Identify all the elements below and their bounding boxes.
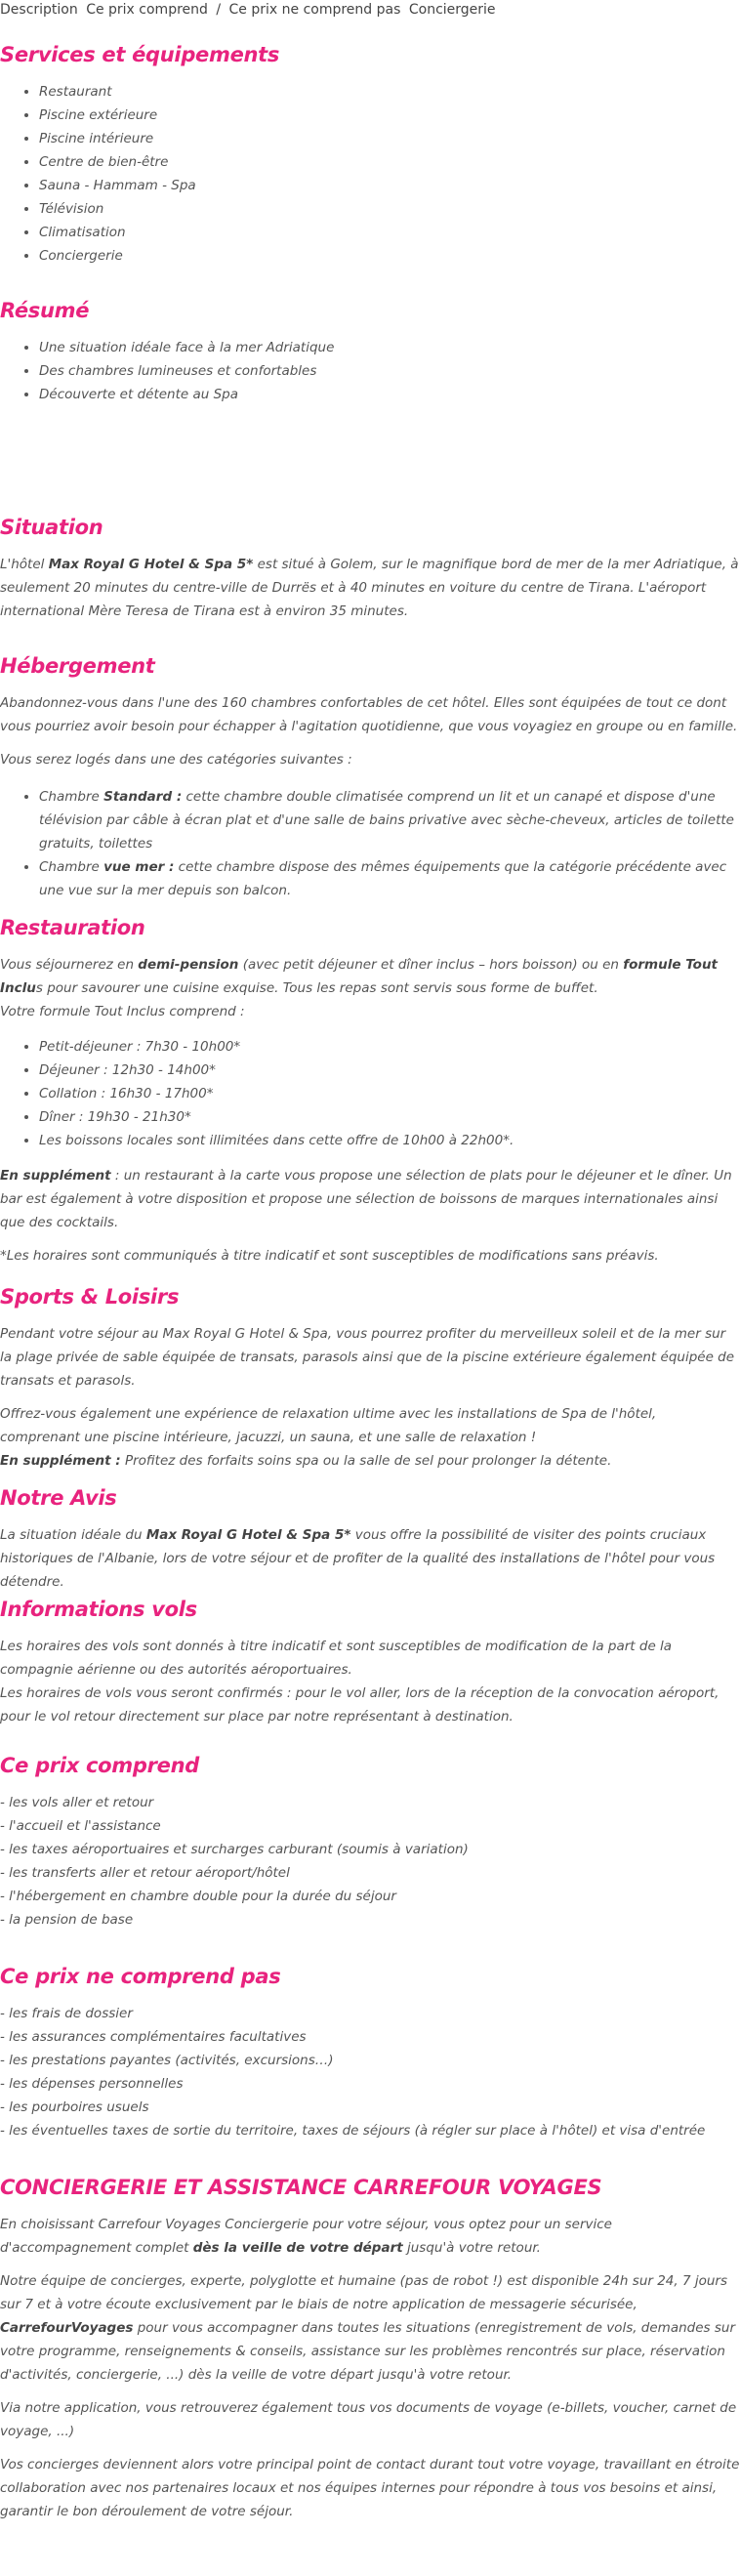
list-item: • Dîner : 19h30 - 21h30* [39,1105,740,1129]
avis-text: La situation idéale du Max Royal G Hotel & Spa 5* vous offre la possibilité de visiter des points cruciaux historiques de l'Albanie, lors de votre séjour et de profiter de la qualité des installations de l'hôtel pour vous détendre. [0,1527,716,1590]
avis-section [0,1484,740,1594]
list-item: • Piscine extérieure [39,104,740,127]
list-item: • Télévision [39,197,740,221]
list-item: • Découverte et détente au Spa [39,383,740,406]
conciergerie-p2: Notre équipe de concierges, experte, polyglotte et humaine (pas de robot !) est disponible 24h sur 24, 7 jours sur 7 et à votre écoute exclusivement par le biais de notre application de messagerie sécurisée, CarrefourVoyages pour vous accompagner dans toutes les situations (enregistrement de vols, demandes sur votre programme, renseignements & conseils, assistance sur les problèmes rencontrés sur place, réservation d'activités, conciergerie, ...) dès la veille de votre départ jusqu'à votre retour. [0,2273,735,2383]
list-item: • Collation : 16h30 - 17h00* [39,1082,740,1105]
situation-section [0,514,740,623]
list-item: - l'hébergement en chambre double pour la durée du séjour [0,1889,396,1904]
conciergerie-p3: Via notre application, vous retrouverez également tous vos documents de voyage (e-billets, voucher, carnet de voyage, ...) [0,2400,737,2439]
room-list [0,785,740,902]
list-item: • Climatisation [39,221,740,244]
list-item: • Chambre Standard : cette chambre double climatisée comprend un lit et un canapé et dispose d'une télévision par câble à écran plat et d'une salle de bains privative avec sèche-cheveux, articles de toilette gratuits, toilettes [39,785,740,855]
hotel-name: Max Royal G Hotel & Spa 5* [145,1527,351,1543]
list-item: - les vols aller et retour [0,1795,154,1810]
conciergerie-p4: Vos concierges deviennent alors votre principal point de contact durant tout votre voyage, travaillant en étroite collaboration avec nos partenaires locaux et nos équipes internes pour répondre à tous vos besoins et ainsi, garantir le bon déroulement de votre séjour. [0,2457,740,2519]
ne-comprend-title: Ce prix ne comprend pas [0,1965,281,1988]
comprend-title: Ce prix comprend [0,1754,199,1777]
list-item: • Les boissons locales sont illimitées dans cette offre de 10h00 à 22h00*. [39,1129,740,1152]
list-item: • Centre de bien-être [39,150,740,174]
hebergement-p2: Vous serez logés dans une des catégories suivantes : [0,752,352,768]
comprend-list [0,1791,740,1932]
list-item: - les éventuelles taxes de sortie du territoire, taxes de séjours (à régler sur place à l'hôtel) et visa d'entrée [0,2123,706,2139]
hebergement-title: Hébergement [0,654,155,678]
resume-title: Résumé [0,299,90,322]
list-item: • Piscine intérieure [39,127,740,150]
avis-title: Notre Avis [0,1486,117,1510]
restauration-section [0,914,740,1267]
restauration-supplement: En supplément : un restaurant à la carte vous propose une sélection de plats pour le déjeuner et le dîner. Un bar est également à votre disposition et propose une sélection de boissons de marques internationales ainsi que des cocktails. [0,1168,732,1230]
list-item: - la pension de base [0,1912,134,1928]
list-item: • Conciergerie [39,244,740,268]
hebergement-p1: Abandonnez-vous dans l'une des 160 chambres confortables de cet hôtel. Elles sont équipées de tout ce dont vous pourriez avoir besoin pour échapper à l'agitation quotidienne, que vous voyagiez en groupe ou en famille. [0,695,738,734]
list-item: • Des chambres lumineuses et confortables [39,359,740,383]
list-item: - les prestations payantes (activités, excursions…) [0,2053,334,2068]
list-item: - les taxes aéroportuaires et surcharges carburant (soumis à variation) [0,1842,469,1857]
services-list [0,80,740,268]
sports-section [0,1283,740,1473]
services-title: Services et équipements [0,43,280,66]
vols-text: Les horaires des vols sont donnés à titre indicatif et sont susceptibles de modification de la part de la compagnie aérienne ou des autorités aéroportuaires. Les horaires de vols vous seront confirmés : pour le vol aller, lors de la réception de la convocation aéroport, pour le vol retour directement sur place par notre représentant à destination. [0,1639,719,1724]
restauration-title: Restauration [0,916,145,939]
services-section [0,41,740,268]
restauration-note: *Les horaires sont communiqués à titre indicatif et sont susceptibles de modifications sans préavis. [0,1248,659,1264]
conciergerie-section [0,2174,740,2523]
tab-conciergerie[interactable]: Conciergerie [408,2,496,18]
sports-title: Sports & Loisirs [0,1285,180,1309]
tab-includes[interactable]: Ce prix comprend [86,2,208,18]
vols-title: Informations vols [0,1598,197,1621]
list-item: • Déjeuner : 12h30 - 14h00* [39,1059,740,1082]
conciergerie-title: CONCIERGERIE ET ASSISTANCE CARREFOUR VOYAGES [0,2176,602,2199]
sports-p2: Offrez-vous également une expérience de relaxation ultime avec les installations de Spa de l'hôtel, comprenant une piscine intérieure, jacuzzi, un sauna, et une salle de relaxation ! En supplément : Profitez des forfaits soins spa ou la salle de sel pour prolonger la détente. [0,1406,657,1469]
tab-excludes[interactable]: Ce prix ne comprend pas [228,2,401,18]
ne-comprend-section [0,1963,740,2142]
list-item: - les pourboires usuels [0,2099,149,2115]
resume-list [0,336,740,406]
tab-separator: / [216,2,222,18]
conciergerie-p1: En choisissant Carrefour Voyages Conciergerie pour votre séjour, vous optez pour un service d'accompagnement complet dès la veille de votre départ jusqu'à votre retour. [0,2217,612,2256]
vols-section [0,1596,740,1728]
list-item: - les assurances complémentaires facultatives [0,2029,307,2045]
comprend-section [0,1752,740,1932]
situation-title: Situation [0,516,103,539]
tab-bar [0,0,500,20]
tab-description[interactable]: Description [0,2,78,18]
list-item: • Sauna - Hammam - Spa [39,174,740,197]
sports-p1: Pendant votre séjour au Max Royal G Hotel & Spa, vous pourrez profiter du merveilleux soleil et de la mer sur la plage privée de sable équipée de transats, parasols ainsi que de la piscine extérieure également équipée de transats et parasols. [0,1326,735,1389]
hotel-name: Max Royal G Hotel & Spa 5* [48,557,254,572]
ne-comprend-list [0,2002,740,2142]
list-item: • Une situation idéale face à la mer Adriatique [39,336,740,359]
restauration-p1: Vous séjournerez en demi-pension (avec petit déjeuner et dîner inclus – hors boisson) ou en formule Tout Inclus pour savourer une cuisine exquise. Tous les repas sont servis sous forme de buffet. Votre formule Tout Inclus comprend : [0,957,719,1019]
list-item: - les frais de dossier [0,2006,133,2021]
situation-text: L'hôtel Max Royal G Hotel & Spa 5* est situé à Golem, sur le magnifique bord de mer de la mer Adriatique, à seulement 20 minutes du centre-ville de Durrës et à 40 minutes en voiture du centre de Tirana. L'aéroport international Mère Teresa de Tirana est à environ 35 minutes. [0,557,739,619]
list-item: - l'accueil et l'assistance [0,1818,161,1834]
list-item: • Petit-déjeuner : 7h30 - 10h00* [39,1035,740,1059]
list-item: - les transferts aller et retour aéroport/hôtel [0,1865,290,1881]
list-item: • Restaurant [39,80,740,104]
list-item: • Chambre vue mer : cette chambre dispose des mêmes équipements que la catégorie précédente avec une vue sur la mer depuis son balcon. [39,855,740,902]
resume-section [0,297,740,406]
list-item: - les dépenses personnelles [0,2076,184,2092]
meal-list [0,1035,740,1152]
hebergement-section [0,652,740,902]
